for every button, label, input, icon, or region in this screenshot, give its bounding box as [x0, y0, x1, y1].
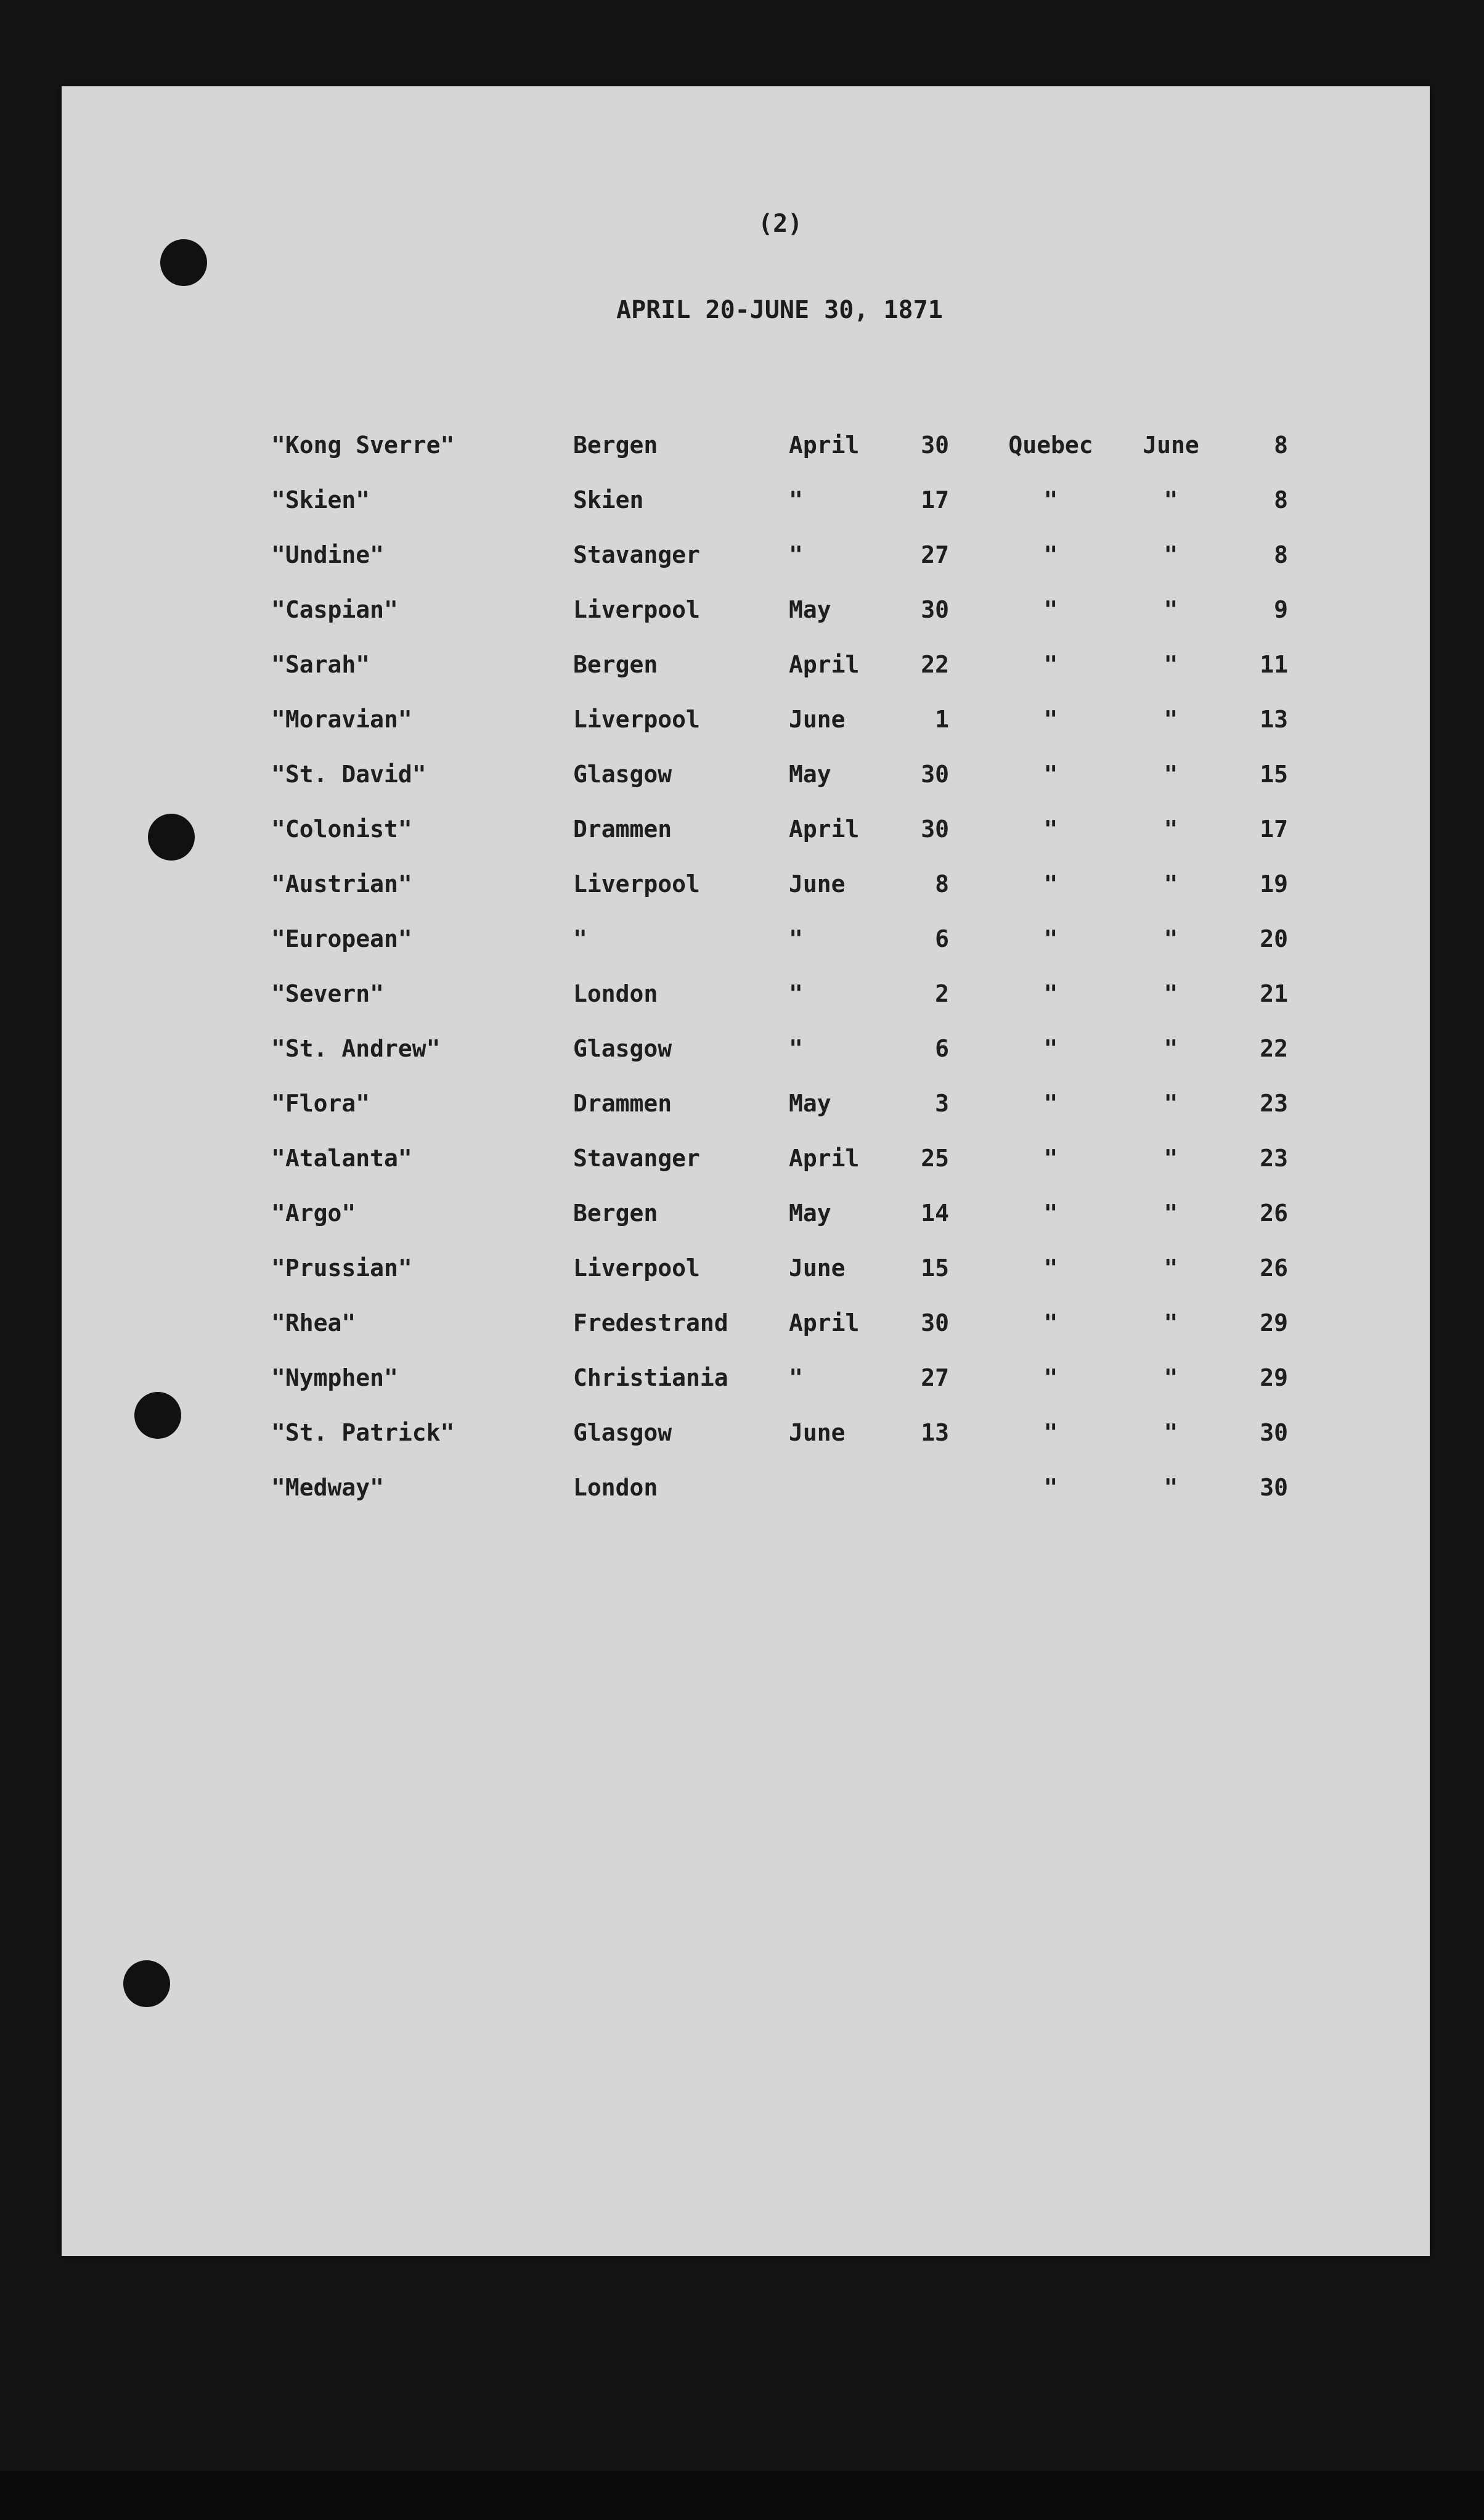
- departure-port: Liverpool: [573, 706, 700, 733]
- arrival-port: Quebec: [1008, 432, 1093, 459]
- list-item: [62, 816, 1430, 870]
- ship-name: "St. David": [271, 761, 426, 788]
- departure-port: London: [573, 1474, 658, 1501]
- arrival-month: ": [1164, 706, 1178, 733]
- departure-day: 30: [921, 1309, 949, 1336]
- departure-day: 15: [921, 1254, 949, 1282]
- arrival-port: ": [1043, 761, 1058, 788]
- list-item: [62, 925, 1430, 980]
- arrival-day: 23: [1260, 1090, 1288, 1117]
- arrival-month: ": [1164, 870, 1178, 898]
- departure-day: 6: [935, 1035, 949, 1062]
- departure-month: June: [789, 1419, 846, 1446]
- arrival-port: ": [1043, 925, 1058, 952]
- arrival-month: ": [1164, 596, 1178, 623]
- departure-day: 27: [921, 1364, 949, 1391]
- arrival-day: 8: [1274, 432, 1288, 459]
- arrival-day: 8: [1274, 486, 1288, 513]
- ship-name: "Skien": [271, 486, 370, 513]
- ship-name: "St. Patrick": [271, 1419, 455, 1446]
- ship-name: "Nymphen": [271, 1364, 398, 1391]
- departure-port: Glasgow: [573, 761, 672, 788]
- departure-port: Liverpool: [573, 870, 700, 898]
- arrival-month: ": [1164, 1309, 1178, 1336]
- list-item: [62, 1035, 1430, 1090]
- list-item: [62, 541, 1430, 596]
- ship-name: "Medway": [271, 1474, 385, 1501]
- list-item: [62, 486, 1430, 541]
- arrival-day: 17: [1260, 816, 1288, 843]
- ship-name: "Argo": [271, 1200, 356, 1227]
- departure-month: ": [789, 541, 803, 568]
- ship-name: "Sarah": [271, 651, 370, 678]
- departure-day: 22: [921, 651, 949, 678]
- arrival-month: ": [1164, 1364, 1178, 1391]
- departure-month: May: [789, 596, 831, 623]
- arrival-day: 29: [1260, 1364, 1288, 1391]
- scan-border: [0, 2471, 1484, 2520]
- list-item: [62, 761, 1430, 816]
- departure-day: 30: [921, 761, 949, 788]
- list-item: [62, 980, 1430, 1035]
- arrival-month: ": [1164, 1035, 1178, 1062]
- arrival-port: ": [1043, 1090, 1058, 1117]
- arrival-port: ": [1043, 541, 1058, 568]
- arrival-port: ": [1043, 870, 1058, 898]
- arrival-month: ": [1164, 980, 1178, 1007]
- departure-port: Skien: [573, 486, 644, 513]
- arrival-day: 9: [1274, 596, 1288, 623]
- ship-name: "St. Andrew": [271, 1035, 441, 1062]
- list-item: [62, 1254, 1430, 1309]
- departure-month: April: [789, 432, 860, 459]
- document-page: [62, 86, 1430, 2256]
- list-item: [62, 1145, 1430, 1200]
- arrival-day: 21: [1260, 980, 1288, 1007]
- arrival-day: 30: [1260, 1419, 1288, 1446]
- list-item: [62, 706, 1430, 761]
- punch-hole-1: [160, 239, 207, 286]
- departure-port: Bergen: [573, 651, 658, 678]
- departure-month: April: [789, 651, 860, 678]
- departure-port: Glasgow: [573, 1419, 672, 1446]
- departure-port: Drammen: [573, 1090, 672, 1117]
- departure-month: ": [789, 486, 803, 513]
- arrival-month: ": [1164, 1474, 1178, 1501]
- arrival-port: ": [1043, 1309, 1058, 1336]
- list-item: [62, 1309, 1430, 1364]
- arrival-port: ": [1043, 486, 1058, 513]
- arrival-month: June: [1143, 432, 1199, 459]
- arrival-port: ": [1043, 1474, 1058, 1501]
- arrival-month: ": [1164, 925, 1178, 952]
- list-item: [62, 651, 1430, 706]
- departure-day: 3: [935, 1090, 949, 1117]
- departure-port: Bergen: [573, 432, 658, 459]
- arrival-month: ": [1164, 1254, 1178, 1282]
- departure-port: Fredestrand: [573, 1309, 728, 1336]
- departure-day: 30: [921, 432, 949, 459]
- arrival-month: ": [1164, 1090, 1178, 1117]
- departure-month: May: [789, 1200, 831, 1227]
- departure-day: 17: [921, 486, 949, 513]
- arrival-port: ": [1043, 980, 1058, 1007]
- arrival-port: ": [1043, 1364, 1058, 1391]
- departure-day: 6: [935, 925, 949, 952]
- departure-day: 25: [921, 1145, 949, 1172]
- arrival-month: ": [1164, 761, 1178, 788]
- departure-month: ": [789, 1364, 803, 1391]
- ship-name: "Severn": [271, 980, 385, 1007]
- list-item: [62, 432, 1430, 486]
- arrival-month: ": [1164, 541, 1178, 568]
- departure-month: June: [789, 870, 846, 898]
- departure-month: ": [789, 925, 803, 952]
- departure-port: Liverpool: [573, 1254, 700, 1282]
- departure-month: ": [789, 980, 803, 1007]
- departure-day: 30: [921, 816, 949, 843]
- arrival-port: ": [1043, 596, 1058, 623]
- ship-name: "Colonist": [271, 816, 412, 843]
- arrival-month: ": [1164, 651, 1178, 678]
- departure-port: Glasgow: [573, 1035, 672, 1062]
- arrival-month: ": [1164, 1200, 1178, 1227]
- page-title: APRIL 20-JUNE 30, 1871: [616, 296, 943, 324]
- arrival-day: 20: [1260, 925, 1288, 952]
- arrival-day: 23: [1260, 1145, 1288, 1172]
- ship-name: "Rhea": [271, 1309, 356, 1336]
- departure-month: June: [789, 1254, 846, 1282]
- departure-day: 1: [935, 706, 949, 733]
- list-item: [62, 1364, 1430, 1419]
- ship-name: "Flora": [271, 1090, 370, 1117]
- arrival-port: ": [1043, 706, 1058, 733]
- arrival-port: ": [1043, 1035, 1058, 1062]
- ship-arrivals-list: [62, 432, 1430, 1529]
- list-item: [62, 596, 1430, 651]
- departure-day: 27: [921, 541, 949, 568]
- ship-name: "Prussian": [271, 1254, 412, 1282]
- arrival-port: ": [1043, 1419, 1058, 1446]
- arrival-month: ": [1164, 486, 1178, 513]
- ship-name: "Kong Sverre": [271, 432, 455, 459]
- departure-day: 13: [921, 1419, 949, 1446]
- arrival-day: 8: [1274, 541, 1288, 568]
- arrival-day: 29: [1260, 1309, 1288, 1336]
- departure-month: April: [789, 1145, 860, 1172]
- arrival-month: ": [1164, 1419, 1178, 1446]
- departure-month: ": [789, 1035, 803, 1062]
- ship-name: "European": [271, 925, 412, 952]
- ship-name: "Caspian": [271, 596, 398, 623]
- arrival-month: ": [1164, 1145, 1178, 1172]
- arrival-day: 22: [1260, 1035, 1288, 1062]
- ship-name: "Moravian": [271, 706, 412, 733]
- arrival-port: ": [1043, 1200, 1058, 1227]
- punch-hole-4: [123, 1960, 170, 2007]
- arrival-port: ": [1043, 1145, 1058, 1172]
- page-number: (2): [758, 210, 803, 238]
- list-item: [62, 1200, 1430, 1254]
- departure-port: Drammen: [573, 816, 672, 843]
- departure-month: April: [789, 1309, 860, 1336]
- departure-port: Bergen: [573, 1200, 658, 1227]
- departure-month: May: [789, 761, 831, 788]
- arrival-day: 13: [1260, 706, 1288, 733]
- departure-port: Liverpool: [573, 596, 700, 623]
- arrival-month: ": [1164, 816, 1178, 843]
- ship-name: "Atalanta": [271, 1145, 412, 1172]
- arrival-day: 11: [1260, 651, 1288, 678]
- arrival-day: 26: [1260, 1254, 1288, 1282]
- arrival-day: 15: [1260, 761, 1288, 788]
- list-item: [62, 1090, 1430, 1145]
- list-item: [62, 1419, 1430, 1474]
- departure-month: April: [789, 816, 860, 843]
- arrival-port: ": [1043, 651, 1058, 678]
- arrival-port: ": [1043, 1254, 1058, 1282]
- departure-port: London: [573, 980, 658, 1007]
- arrival-port: ": [1043, 816, 1058, 843]
- departure-day: 2: [935, 980, 949, 1007]
- departure-day: 14: [921, 1200, 949, 1227]
- departure-port: ": [573, 925, 587, 952]
- arrival-day: 30: [1260, 1474, 1288, 1501]
- arrival-day: 26: [1260, 1200, 1288, 1227]
- arrival-day: 19: [1260, 870, 1288, 898]
- list-item: [62, 870, 1430, 925]
- departure-port: Christiania: [573, 1364, 728, 1391]
- departure-day: 8: [935, 870, 949, 898]
- departure-month: May: [789, 1090, 831, 1117]
- departure-port: Stavanger: [573, 1145, 700, 1172]
- departure-day: 30: [921, 596, 949, 623]
- departure-month: June: [789, 706, 846, 733]
- departure-port: Stavanger: [573, 541, 700, 568]
- ship-name: "Austrian": [271, 870, 412, 898]
- list-item: [62, 1474, 1430, 1529]
- ship-name: "Undine": [271, 541, 385, 568]
